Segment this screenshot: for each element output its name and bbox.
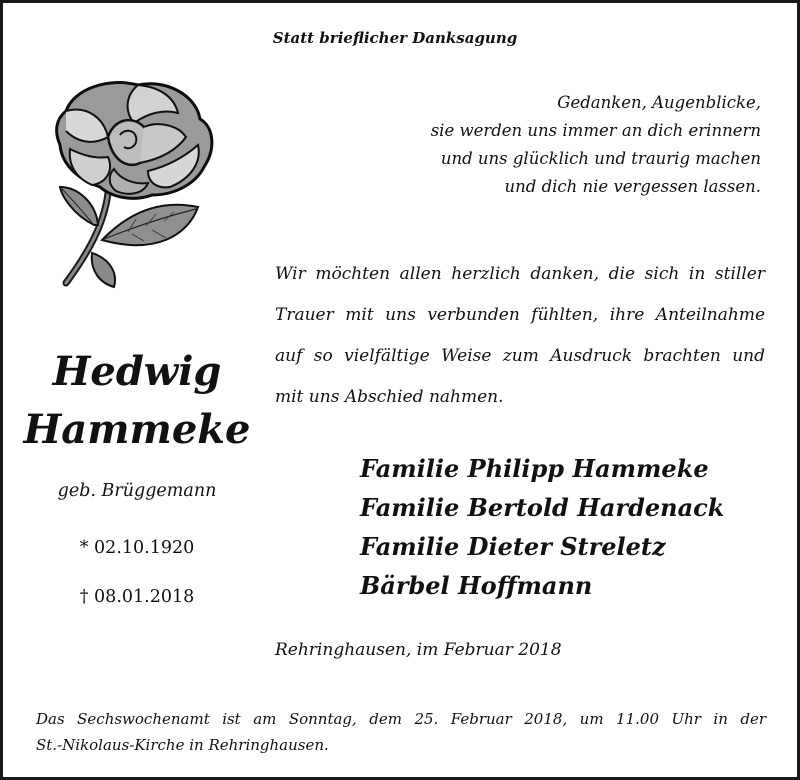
poem-line: und dich nie vergessen lassen. — [504, 177, 761, 196]
death-date: † 08.01.2018 — [79, 587, 195, 607]
place-and-date: Rehringhausen, im Februar 2018 — [275, 640, 562, 660]
service-line: Das Sechswochenamt ist am Sonntag, dem 25. Februar 2018, um 11.00 Uhr in der — [36, 710, 766, 728]
family-signatures — [360, 449, 724, 605]
notice-header: Statt brieflicher Danksagung — [272, 29, 518, 47]
poem-line: und uns glücklich und traurig machen — [440, 149, 761, 168]
deceased-name — [17, 343, 257, 459]
thanks-paragraph — [275, 254, 765, 418]
service-line: St.-Nikolaus-Kirche in Rehringhausen. — [36, 736, 329, 754]
rose-icon — [48, 75, 223, 290]
family-name: Familie Philipp Hammeke — [360, 454, 709, 483]
family-name: Familie Bertold Hardenack — [360, 493, 725, 522]
family-name: Familie Dieter Streletz — [360, 532, 666, 561]
memorial-service-note — [36, 706, 766, 758]
poem-line: Gedanken, Augenblicke, — [557, 93, 761, 112]
thanks-line: auf so vielfältige Weise zum Ausdruck brachten und — [275, 346, 765, 366]
birth-date: * 02.10.1920 — [79, 538, 195, 558]
deceased-first-name: Hedwig — [52, 348, 222, 395]
thanks-line: mit uns Abschied nahmen. — [275, 387, 504, 407]
deceased-last-name: Hammeke — [23, 406, 251, 453]
thanks-line: Wir möchten allen herzlich danken, die sich in stiller — [275, 264, 765, 284]
thanks-line: Trauer mit uns verbunden fühlten, ihre Anteilnahme — [275, 305, 765, 325]
family-name: Bärbel Hoffmann — [360, 571, 593, 600]
poem-line: sie werden uns immer an dich erinnern — [430, 121, 761, 140]
maiden-name: geb. Brüggemann — [57, 481, 217, 501]
poem — [431, 89, 761, 201]
